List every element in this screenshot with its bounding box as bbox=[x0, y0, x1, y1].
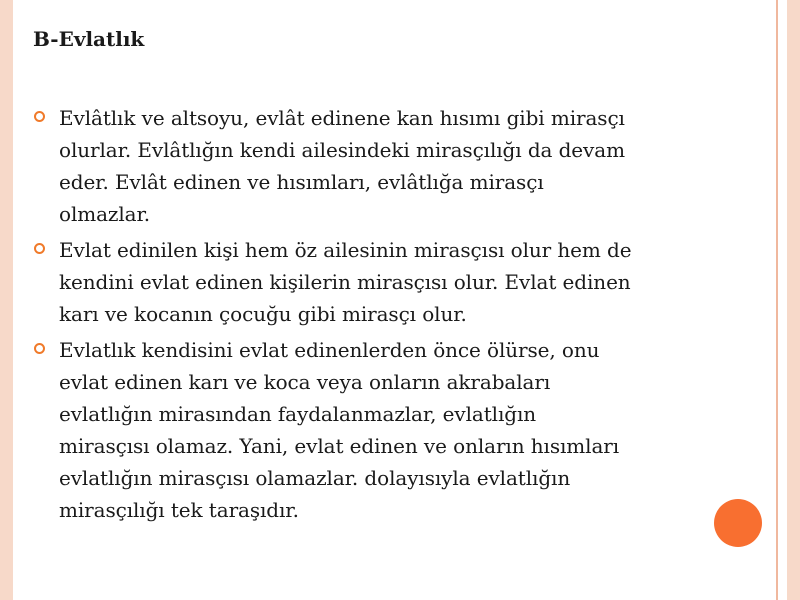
bullet-line: kendini evlat edinen kişilerin mirasçısı olur. Evlat edinen bbox=[59, 270, 631, 294]
bullet-line: evlat edinen karı ve koca veya onların akrabaları bbox=[59, 370, 551, 394]
bullet-line: mirasçısı olamaz. Yani, evlat edinen ve onların hısımları bbox=[59, 434, 620, 458]
bullet-item bbox=[33, 234, 778, 330]
bullet-line: evlatlığın mirasçısı olamazlar. dolayısıyla evlatlığın bbox=[59, 466, 571, 490]
bullet-item bbox=[33, 334, 778, 526]
bullet-line: olmazlar. bbox=[59, 202, 151, 226]
orange-circle-decoration bbox=[714, 499, 762, 547]
slide-title: B-Evlatlık bbox=[33, 27, 145, 51]
bullet-line: karı ve kocanın çocuğu gibi mirasçı olur. bbox=[59, 302, 467, 326]
bullet-line: olurlar. Evlâtlığın kendi ailesindeki mirasçılığı da devam bbox=[59, 138, 625, 162]
bullet-list bbox=[33, 102, 778, 530]
hollow-circle-bullet-icon bbox=[34, 343, 45, 354]
bullet-line: Evlâtlık ve altsoyu, evlât edinene kan hısımı gibi mirasçı bbox=[59, 106, 625, 130]
bullet-line: mirasçılığı tek taraşıdır. bbox=[59, 498, 299, 522]
hollow-circle-bullet-icon bbox=[34, 111, 45, 122]
left-border-decoration bbox=[0, 0, 13, 600]
bullet-line: evlatlığın mirasından faydalanmazlar, evlatlığın bbox=[59, 402, 537, 426]
hollow-circle-bullet-icon bbox=[34, 243, 45, 254]
right-border-decoration bbox=[787, 0, 800, 600]
bullet-line: eder. Evlât edinen ve hısımları, evlâtlığa mirasçı bbox=[59, 170, 544, 194]
bullet-line: Evlatlık kendisini evlat edinenlerden önce ölürse, onu bbox=[59, 338, 600, 362]
bullet-line: Evlat edinilen kişi hem öz ailesinin mirasçısı olur hem de bbox=[59, 238, 632, 262]
bullet-item bbox=[33, 102, 778, 230]
